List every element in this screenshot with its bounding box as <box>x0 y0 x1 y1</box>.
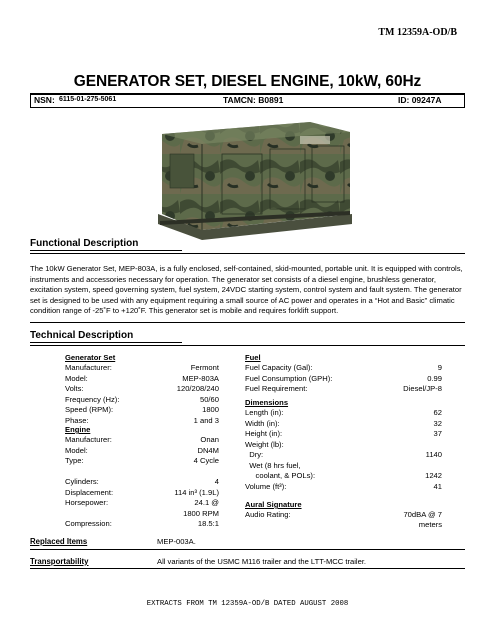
spec-label: Speed (RPM): <box>65 405 114 414</box>
replaced-items-value: MEP-003A. <box>157 537 196 546</box>
spec-value: 4 <box>214 477 219 486</box>
spec-label: Height (in): <box>245 429 283 438</box>
spec-label: Fuel Requirement: <box>245 384 308 393</box>
spec-label: Length (in): <box>245 408 284 417</box>
spec-label: Volume (ft³): <box>245 481 287 491</box>
audio-rating-value: 70dBA @ 7 <box>403 510 442 519</box>
spec-label: Compression: <box>65 519 112 528</box>
spec-value: MEP-803A <box>182 373 219 383</box>
spec-value: 9 <box>437 363 442 372</box>
audio-rating-label: Audio Rating: <box>245 510 291 519</box>
page-title: GENERATOR SET, DIESEL ENGINE, 10kW, 60Hz <box>73 73 422 90</box>
id-value: ID: 09247A <box>398 95 442 105</box>
functional-description-text: The 10kW Generator Set, MEP-803A, is a fully enclosed, self-contained, skid-mounted, portable unit. It is equipped with controls, instruments and accessories necessary for operation. The generator set consists of a diesel engine, brushless generator, excitation system, speed governing system, fuel system, 24VDC starting system, control system and fault system. The generator set is designed to be used with any equipment requiring a small source of AC power and operates in a “Hot and Basic” climatic condition range of -25˚F to +120˚F. This generator set is mobile and requires forklift support. <box>30 264 463 316</box>
spec-label: Manufacturer: <box>65 435 112 444</box>
spec-value: 120/208/240 <box>176 384 219 393</box>
transportability-value: All variants of the USMC M116 trailer and the LTT-MCC trailer. <box>157 557 367 566</box>
spec-value: 41 <box>433 481 442 491</box>
spec-label: Horsepower: <box>65 498 109 507</box>
technical-description-heading: Technical Description <box>30 330 182 343</box>
engine-heading: Engine <box>65 425 91 434</box>
spec-label: Width (in): <box>245 418 280 428</box>
spec-value: Onan <box>200 435 219 444</box>
spec-label: Weight (lb): <box>245 439 284 449</box>
spec-value: 0.99 <box>427 373 442 383</box>
replaced-items-label: Replaced Items <box>30 537 88 546</box>
functional-bottom-divider <box>30 322 465 323</box>
page-footer: EXTRACTS FROM TM 12359A-OD/B DATED AUGUST 2008 <box>146 600 349 608</box>
spec-label: Fuel Capacity (Gal): <box>245 363 313 372</box>
spec-label: Fuel Consumption (GPH): <box>245 373 333 383</box>
functional-divider <box>30 253 465 254</box>
spec-label: Dry: <box>245 450 264 459</box>
spec-value: DN4M <box>197 445 219 455</box>
spec-value: 4 Cycle <box>193 456 219 465</box>
spec-value: Fermont <box>190 363 219 372</box>
functional-description-heading: Functional Description <box>30 238 182 251</box>
spec-label: Wet (8 hrs fuel, <box>245 460 301 470</box>
document-number: TM 12359A-OD/B <box>378 27 457 38</box>
spec-value: 1800 RPM <box>183 508 219 518</box>
identification-bar <box>30 94 465 108</box>
spec-label: Model: <box>65 373 88 383</box>
spec-value: 32 <box>433 418 442 428</box>
spec-value: 18.5:1 <box>197 519 219 528</box>
tamcn-value: TAMCN: B0891 <box>223 95 284 105</box>
spec-value: 114 in³ (1.9L) <box>174 487 219 497</box>
spec-value: 50/60 <box>199 394 219 404</box>
spec-label: Volts: <box>65 384 84 393</box>
generator-photo <box>140 114 355 240</box>
spec-label: Model: <box>65 445 88 455</box>
spec-label: Frequency (Hz): <box>65 394 120 404</box>
spec-label: Cylinders: <box>65 477 99 486</box>
nsn-value: 6115-01-275-5061 <box>59 96 117 103</box>
spec-label: Displacement: <box>65 487 114 497</box>
audio-rating-value-unit: meters <box>418 520 442 529</box>
nsn-label: NSN: <box>34 95 55 105</box>
fuel-heading: Fuel <box>245 353 261 362</box>
spec-value: Diesel/JP-8 <box>403 384 442 393</box>
spec-value: 37 <box>433 429 442 438</box>
spec-label: coolant, & POLs): <box>245 471 316 480</box>
spec-label: Type: <box>65 456 84 465</box>
spec-value: 62 <box>433 408 442 417</box>
spec-value: 1800 <box>202 405 219 414</box>
spec-label: Manufacturer: <box>65 363 112 372</box>
replaced-divider <box>30 549 465 550</box>
spec-value: 1242 <box>425 471 442 480</box>
spec-value: 24.1 @ <box>194 498 219 507</box>
spec-value: 1140 <box>425 450 442 459</box>
spec-label: Phase: <box>65 415 89 425</box>
generator-set-heading: Generator Set <box>65 353 116 362</box>
dimensions-heading: Dimensions <box>245 398 289 407</box>
transportability-label: Transportability <box>30 557 89 566</box>
technical-divider <box>30 345 465 346</box>
aural-signature-heading: Aural Signature <box>245 500 302 509</box>
transportability-divider <box>30 568 465 569</box>
spec-value: 1 and 3 <box>193 415 219 425</box>
